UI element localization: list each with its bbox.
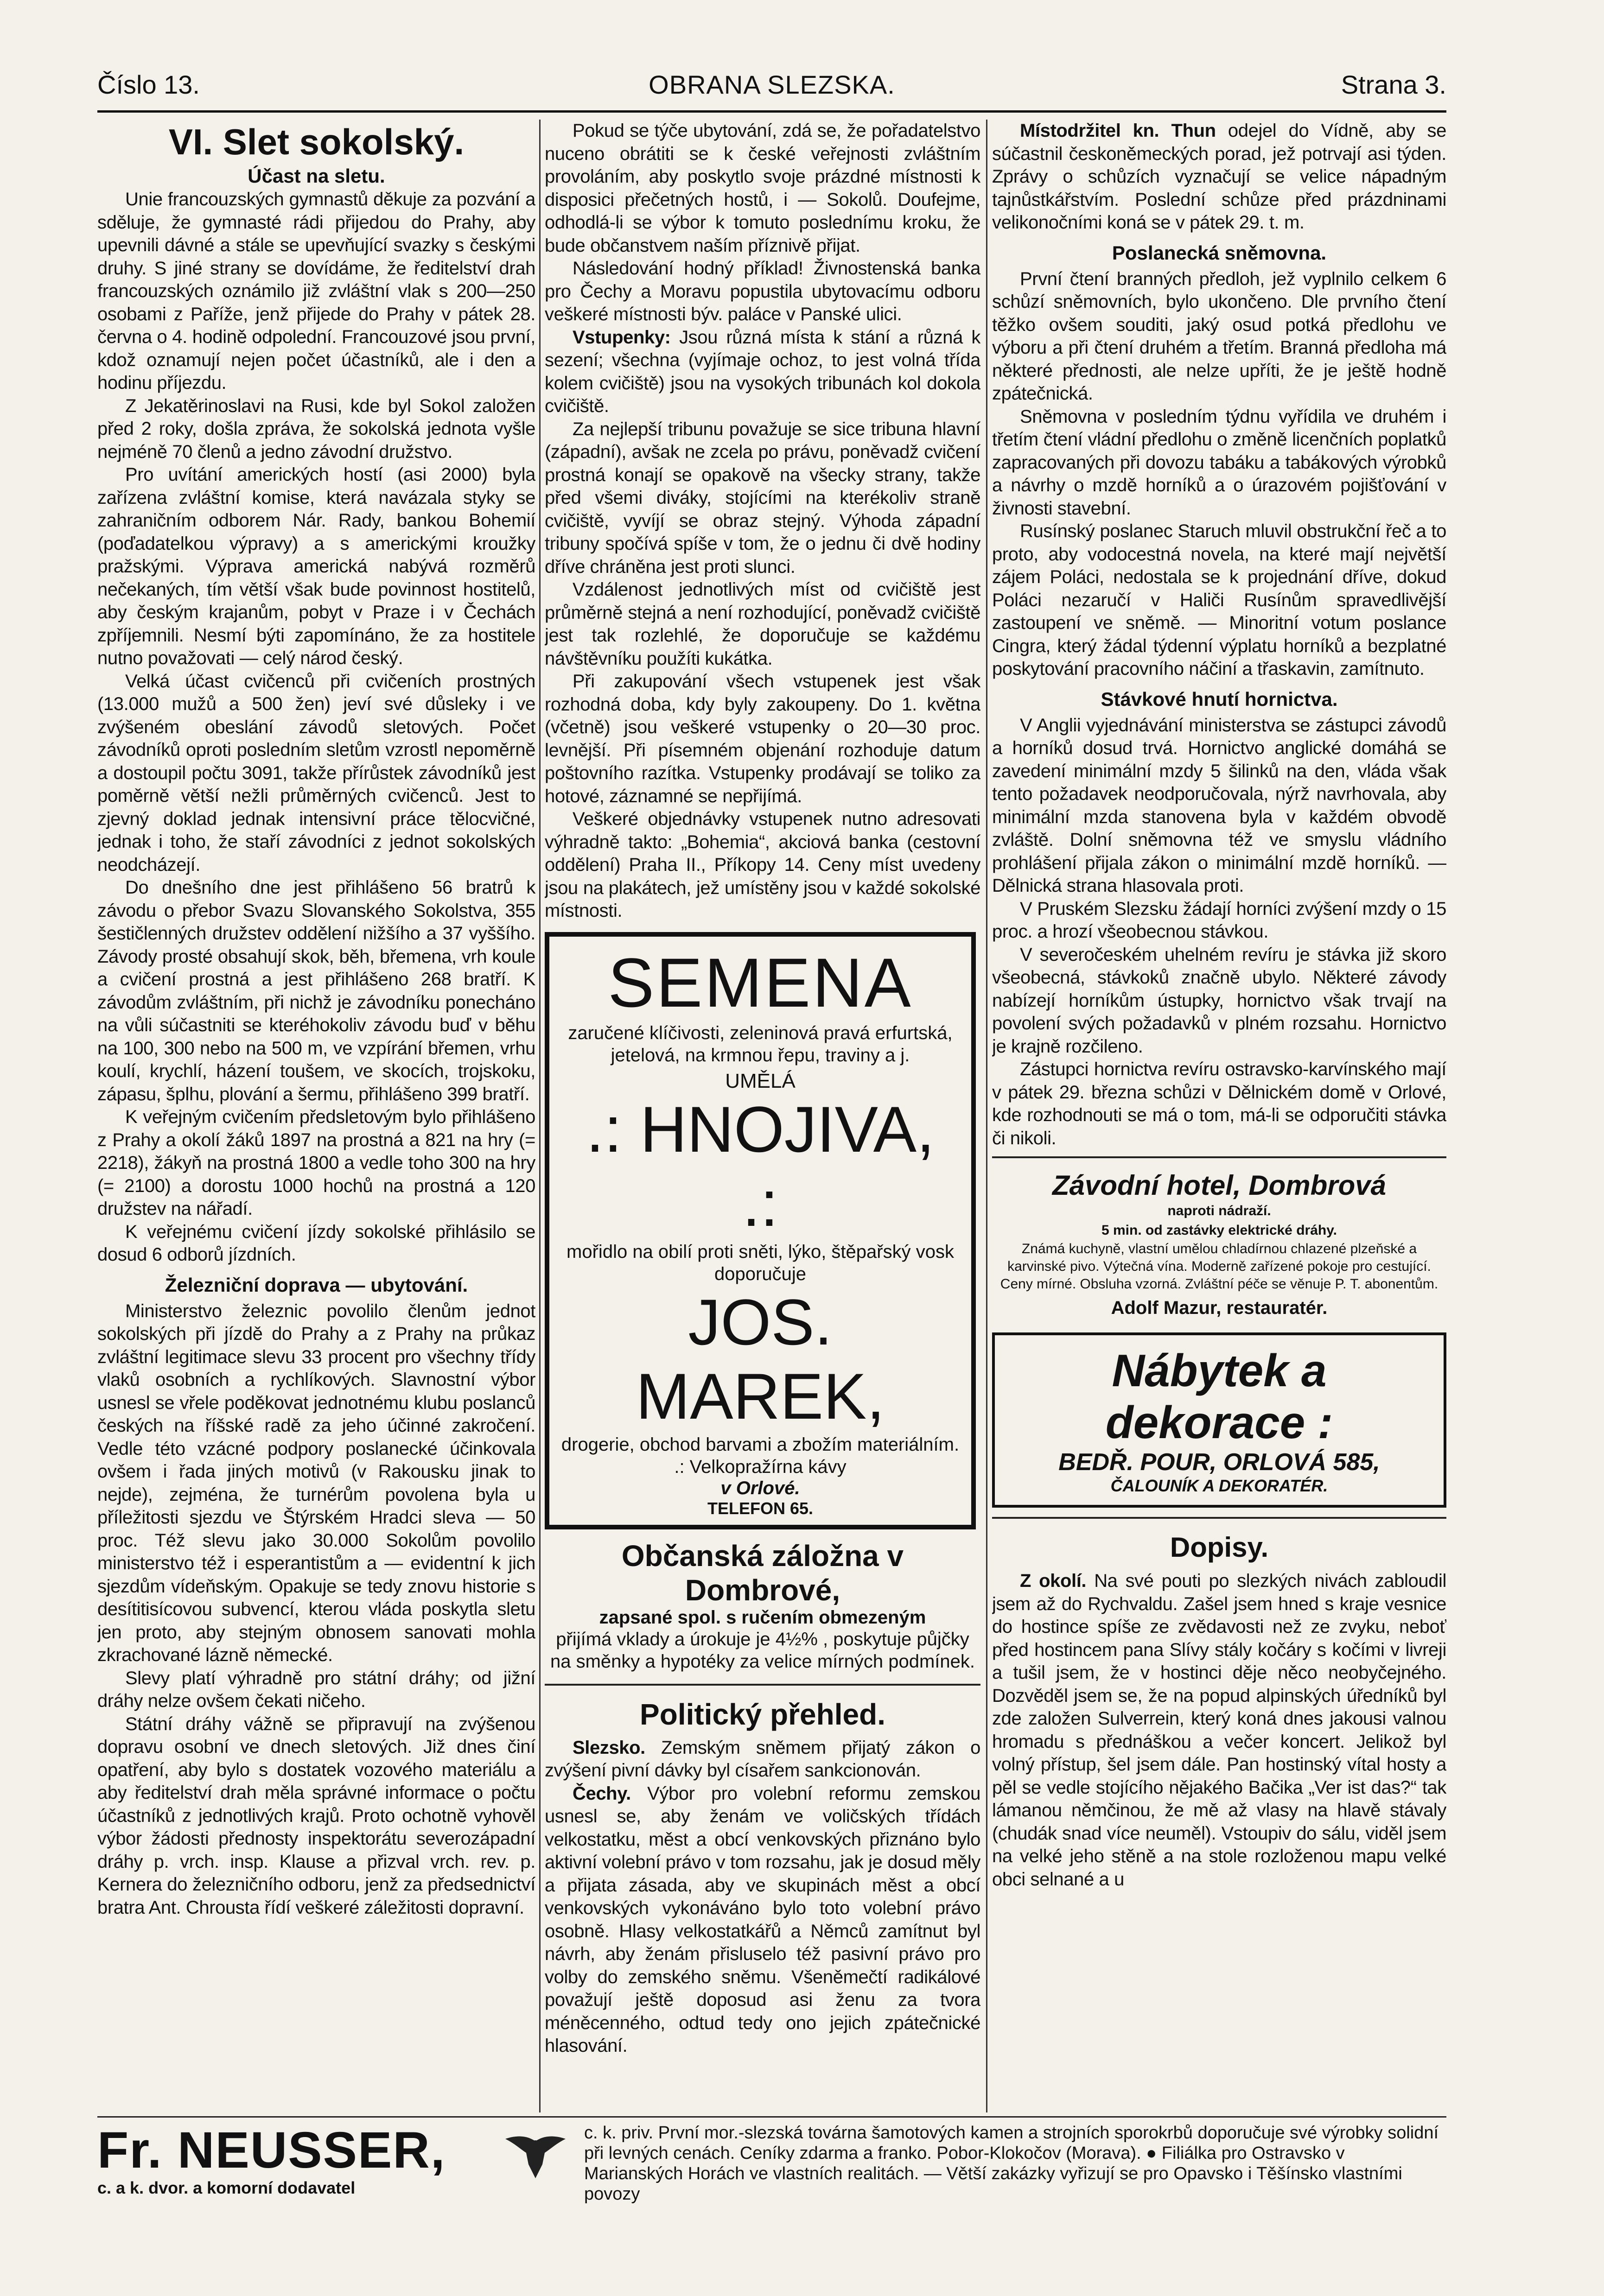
column-3: [992, 120, 1446, 1891]
ad-text: Známá kuchyně, vlastní umělou chladírnou chlazené plzeňské a karvinské pivo. Výtečná vína. Moderně zařízené pokoje pro cestující. Ceny mírné. Obsluha vzorná. Zvláštní péče se věnuje P. T. abonentům.: [1000, 1241, 1439, 1292]
paragraph: V severočeském uhelném revíru je stávka již skoro všeobecná, stávkoků značně ubylo. Některé závody nabízejí horníkům ústupky, hornictvo však trvají na povolení svých požadavků v plném rozsahu. Hornictvo je krajně rozčileno.: [992, 944, 1446, 1057]
bottom-rule: [97, 2116, 1446, 2118]
paragraph: [992, 120, 1446, 235]
paragraph: Zástupci hornictva revíru ostravsko-karvínského mají v pátek 29. března schůzi v Dělnickém domě v Orlové, kde rozhodnouti se má o tom, má-li se odporučiti stávka či nikoli.: [992, 1059, 1446, 1148]
run-in-label: Z okolí.: [1020, 1571, 1087, 1591]
ad-owner: Adolf Mazur, restauratér.: [1111, 1298, 1328, 1318]
paragraph: Veškeré objednávky vstupenek nutno adresovati výhradně takto: „Bohemia“, akciová banka (cestovní oddělení) Praha II., Příkopy 14. Ceny míst uvedeny jsou na plakátech, jež umístěny jsou v každé sokolské místnosti.: [545, 809, 980, 921]
section-title: Politický přehled.: [640, 1697, 885, 1731]
newspaper-title: OBRANA SLEZSKA.: [649, 70, 895, 99]
paragraph: Pokud se týče ubytování, zdá se, že pořadatelstvo nuceno obrátiti se k české veřejnosti zvláštním provoláním, aby poskytlo svoje prázdné místnosti k disposici přečetných hostů, i — Sokolů. Doufejme, odhodlá-li se výbor k tomuto poslednímu kroku, že bude občanstvem naším příznivě přijat.: [545, 121, 980, 256]
eagle-emblem-icon: [501, 2132, 570, 2183]
ad-headline: Nábytek a: [1112, 1345, 1327, 1396]
ad-headline: Občanská záložna v Dombrové,: [621, 1539, 904, 1607]
paragraph: Ministerstvo železnic povolilo členům jednot sokolských při jízdě do Prahy a z Prahy na průkaz zvláštní legitimace slevu 33 procent pro všechny třídy vlaků osobních a rychlíkových. Slavnostní výbor usnesl se vřele poděkovat jednotnému klubu poslanců českých na říšské radě za jeho účinné zakročení. Vedle této vzácné podpory poslanecké účinkovala ovšem i řada jiných motivů (v Rakousku jinak to nejde), zejména, že turnérům povolena byla u příležitosti sjezdu ve Štýrském Hradci sleva — 50 proc. Též slevu jako 30.000 Sokolům povolilo ministerstvo též i esperantistům a — evidentní k jich sjezdům vídeňským. Opakuje se tedy znovu historie s desítitisícovou subvencí, kterou vláda poskytla sletu jen proto, aby stejným obnosem sanovati mohla zkrachované lázně německé.: [97, 1300, 535, 1665]
ad-headline: Závodní hotel, Dombrová: [1052, 1170, 1387, 1201]
ad-text: drogerie, obchod barvami a zbožím materiálním. .: Velkopražírna kávy: [561, 1434, 960, 1477]
paragraph: [545, 1737, 980, 1782]
paragraph: V Pruském Slezsku žádají horníci zvýšení mzdy o 15 proc. a hrozí všeobecnou stávkou.: [992, 898, 1446, 942]
ad-subtitle: zapsané spol. s ručením obmezeným: [599, 1607, 926, 1628]
paragraph: Vzdálenost jednotlivých míst od cvičiště jest průměrně stejná a není rozhodující, poněvadž cvičiště jest tak rozlehlé, že doporučuje se každému návštěvníku použíti kukátka.: [545, 579, 980, 669]
paragraph: V Anglii vyjednávání ministerstva se zástupci závodů a horníků dosud trvá. Hornictvo anglické domáhá se zavedení minimální mzdy 5 šilinků na den, vláda však tento požadavek neodporučovala, nýrž navrhovala, aby minimální mzda stanovena byla v každém obvodě zvláště. Dolní sněmovna též ve smyslu vládního prohlášení přijala zákon o minimální mzdě horníků. — Dělnická strana hlasovala proti.: [992, 715, 1446, 896]
paragraph: První čtení branných předloh, jež vyplnilo celkem 6 schůzí sněmovních, bylo ukončeno. Dle prvního čtení těžko ovšem souditi, jaký osud potká předlohu ve výboru a při čtení druhém a třetím. Branná předloha má některé přednosti, ale nelze upříti, že je ještě hodně zpátečnická.: [992, 268, 1446, 404]
paragraph: Sněmovna v posledním týdnu vyřídila ve druhém i třetím čtení vládní předlohu o změně licenčních poplatků zapracovaných při dovozu tabáku a tabákových výrobků a návrhy o mzdě horníků a o úrazovém pojišťování v živnosti stavební.: [992, 406, 1446, 519]
separator: [992, 1156, 1446, 1158]
paragraph: Velká účast cvičenců při cvičeních prostných (13.000 mužů a 500 žen) jeví své důsleky i ve zvýšeném obeslání závodů sletových. Počet závodníků oproti posledním sletům vzrostl nepoměrně a dostoupil počtu 3091, takže přírůstek závodníků jest poměrně větší nežli průměrných cvičenců. Jest to zjevný doklad jednak intensivní práce tělocvičné, jednak i toho, že staří závodníci z jednot sokolských neodcházejí.: [97, 671, 535, 875]
paragraph: Unie francouzských gymnastů děkuje za pozvání a sděluje, že gymnasté rádi přijedou do Prahy, aby upevnili dávné a stále se upevňující svazky s českými druhy. S jiné strany se dovídáme, že ředitelství drah francouzských oznámilo již zvláštní vlak s 200—250 osobami z Paříže, jenž přijede do Prahy v pátek 28. června o 4. hodině odpolední. Francouzové jsou první, kdož oznamují nejen počet účastníků, ale i den a hodinu příjezdu.: [97, 189, 535, 393]
ad-headline: .: HNOJIVA, .:: [586, 1092, 935, 1240]
bottom-ads: [97, 2122, 1446, 2204]
ad-pour: [992, 1332, 1446, 1508]
paragraph-text: Zemským sněmem přijatý zákon o zvýšení pivní dávky byl císařem sankcionován.: [545, 1737, 980, 1781]
ad-headline: dekorace :: [1105, 1397, 1333, 1448]
run-in-label: Místodržitel kn. Thun: [1020, 121, 1216, 141]
section-title: Poslanecká sněmovna.: [1112, 241, 1327, 264]
section-title: Stávkové hnutí hornictva.: [1101, 688, 1338, 710]
ad-phone: TELEFON 65.: [707, 1498, 814, 1518]
separator: [992, 1517, 1446, 1519]
separator: [545, 1684, 980, 1686]
paragraph-text: Výbor pro volební reformu zemskou usnesl se, aby ženám ve voličských třídách velkostatku, měst a obcí venkovských přiznáno bylo aktivní volební právo v tom rozsahu, jak je dosud měly a přijata zásada, aby ve skupinách měst a obcí venkovských vykonáváno bylo toto volební právo osobně. Hlasy velkostatkářů a Němců zamítnut byl návrh, aby ženám přisluselo též pasivní právo pro volby do zemského sněmu. Všeněmečtí radikálové považují ještě doposud asi ženu za tvora méněcenného, odtud tedy ono jejich zpátečnické hlasování.: [545, 1783, 980, 2056]
paragraph: Do dnešního dne jest přihlášeno 56 bratrů k závodu o přebor Svazu Slovanského Sokolstva, 355 šestičlenných družstev oddělení nižšího a 37 vyššího. Závody prosté obsahují skok, běh, břemena, vrh koule a cvičení prostná a jest přihlášeno 268 bratří. K závodům zvláštním, při nichž je závodníku ponecháno na vůli súčastniti se kteréhokoliv závodu buď v běhu na 100, 300 nebo na 500 m, ve vzpírání břemen, vrhu koulí, krychlí, házení toušem, ve skocích, trojskoku, zápasu, šplhu, plování a šermu, přihlášeno 399 bratří.: [97, 877, 535, 1104]
paragraph: [545, 1782, 980, 2058]
ad-text: UMĚLÁ: [725, 1069, 796, 1092]
ad-text: přijímá vklady a úrokuje je 4½% , poskytuje půjčky na směnky a hypotéky za velice mírných podmínek.: [550, 1629, 975, 1672]
column-1: [97, 120, 535, 2103]
paragraph: [545, 326, 980, 418]
article-subtitle: Účast na sletu.: [248, 165, 385, 187]
ad-subtitle: 5 min. od zastávky elektrické dráhy.: [1101, 1223, 1337, 1238]
ad-hotel: [992, 1165, 1446, 1323]
ad-neusser: [97, 2123, 491, 2198]
section-title: Dopisy.: [1170, 1532, 1269, 1563]
paragraph: K veřejným cvičením předsletovým bylo přihlášeno z Prahy a okolí žáků 1897 na prostná a 821 na hry (= 2218), žákyň na prostná 1800 a vedle toho 300 na hry (= 2100) a dorostu 1000 hochů na prostná a 120 družstev na nářadí.: [97, 1107, 535, 1219]
header-rule: [97, 110, 1446, 113]
ad-semena: [545, 932, 976, 1529]
paragraph-text: Jsou různá místa k stání a různá k sezení; všechna (vyjímaje ochoz, to jest volná třída kolem cvičiště) jsou na vysokých tribunách kol dokola cvičiště.: [545, 327, 980, 416]
run-in-label: Vstupenky:: [573, 327, 671, 348]
paragraph-text: Na své pouti po slezkých nivách zabloudil jsem až do Rychvaldu. Zašel jsem hned s kraje vesnice do hostince spíše ze zvědavosti než ze zvyku, neboť před hostincem pana Slívy stály kočáry s kočími v livreji a tušil jsem, že v hostinci děje něco neobyčejného. Dozvěděl jsem se, že na popud alpinských úředníků byl zde založen Sulverrein, který koná dnes jakousi valnou hromadu s přednáškou a večer koncert. Jelikož byl volný přístup, šel jsem dále. Pan hostinský vítal hosty a pěl se vedle stojícího nějakého Bačika „Ver ist das?“ tak lámanou němčinou, že mě až vlasy na hlavě stávaly (chudák snad více neuměl). Vstoupiv do sálu, viděl jsem na velké jeho stěně a na stole rozloženou mapu velké obci selnané a u: [992, 1571, 1446, 1890]
ad-subtitle: naproti nádraží.: [1167, 1203, 1271, 1218]
page-header: [97, 70, 1446, 107]
ad-zalozna: [545, 1534, 980, 1677]
ad-text: mořidlo na obilí proti sněti, lýko, štěpařský vosk doporučuje: [566, 1241, 954, 1284]
ad-text: zaručené klíčivosti, zeleninová pravá erfurtská, jetelová, na krmnou řepu, traviny a j.: [568, 1022, 953, 1066]
ad-headline: SEMENA: [608, 943, 913, 1021]
ad-subtitle: ČALOUNÍK A DEKORATÉR.: [1110, 1476, 1328, 1495]
column-divider: [539, 120, 541, 2112]
issue-number: Číslo 13.: [97, 70, 200, 99]
paragraph: Rusínský poslanec Staruch mluvil obstrukční řeč a to proto, aby vodocestná novela, na které mají největší zájem Poláci, nedostala se k projednání dříve, dokud Poláci nezaručí v Haliči Rusínům spravedlivější zastoupení ve sněmě. — Minoritní votum poslance Cingra, který žádal týdenní výplatu horníků a bezplatné poskytování pracovního náčiní a třaskavin, zamítnuto.: [992, 521, 1446, 679]
ad-subtitle: c. a k. dvor. a komorní dodavatel: [97, 2178, 356, 2197]
paragraph: Za nejlepší tribunu považuje se sice tribuna hlavní (západní), avšak ne zcela po právu, poněvadž cvičení prostná konají se opakově na všecky strany, takže před všemi diváky, stojícími na kterékoliv straně cvičiště, vyvíjí se obraz stejný. Výhoda západní tribuny spočívá spíše v tom, že o jednu či dvě hodiny dříve chráněna jest proti slunci.: [545, 419, 980, 577]
run-in-label: Slezsko.: [573, 1737, 645, 1758]
paragraph: K veřejnému cvičení jízdy sokolské přihlásilo se dosud 6 odborů jízdních.: [97, 1221, 535, 1265]
column-2: [545, 120, 980, 2058]
ad-town: v Orlové.: [720, 1478, 800, 1498]
ad-kamna: c. k. priv. První mor.-slezská továrna šamotových kamen a strojních sporokrbů doporučuje své výrobky solidní při levných cenách. Ceníky zdarma a franko. Pobor-Klokočov (Morava). ● Filiálka pro Ostravsko v Marianských Horách ve vlastních realitách. — Větší zakázky vyřizují se pro Opavsko i Těšínsko vlastními povozy: [584, 2123, 1439, 2204]
article-title: VI. Slet sokolský.: [168, 121, 465, 162]
paragraph: Státní dráhy vážně se připravují na zvýšenou dopravu osobní ve dnech sletových. Již dnes činí opatření, aby bylo s dostatek vozového materiálu a aby ředitelství drah měla správné informace o počtu účastníků z jednotlivých krajů. Proto ochotně vyhověl výbor žádosti přednosty inspektorátu severozápadní dráhy p. vrch. insp. Klause a přizval vrch. rev. p. Kernera do železničního odboru, jenž za předsednictví bratra Ant. Chrousta řídí veškeré záležitosti dopravní.: [97, 1713, 535, 1918]
section-subtitle: Železniční doprava — ubytování.: [165, 1274, 468, 1296]
paragraph-text: odejel do Vídně, aby se súčastnil českoněmeckých porad, jež potrvají asi týden. Zprávy o schůzích vyznačují se velice nápadným tajnůstkářstvím. Poslední schůze před prázdninami velikonočními koná se v pátek 29. t. m.: [992, 121, 1446, 233]
paragraph: Pro uvítání amerických hostí (asi 2000) byla zařízena zvláštní komise, která navázala styky se zahraničním odborem Nár. Rady, bankou Bohemií (poďadatelkou výpravy) a s americkými kroužky pražskými. Výprava americká nabývá rozměrů nečekaných, tím větší však bude povinnost hostitelů, aby českým krajanům, pobyt v Praze i v Čechách zpříjemnili. Nesmí býti zapomínáno, že za hostitele nutno považovati — celý národ český.: [97, 464, 535, 668]
page-number: Strana 3.: [1341, 70, 1446, 99]
paragraph: Při zakupování všech vstupenek jest však rozhodná doba, kdy byly zakoupeny. Do 1. května (včetně) jsou veškeré vstupenky o 20—30 proc. levnější. Při písemném objenání rozhoduje datum poštovního razítka. Vstupenky prodávají se toliko za hotové, záznamné se nepřijímá.: [545, 671, 980, 806]
paragraph: Z Jekatěrinoslavi na Rusi, kde byl Sokol založen před 2 roky, došla zpráva, že sokolská jednota vyšle nejméně 70 členů a jedno závodní družstvo.: [97, 395, 535, 462]
ad-headline: Fr. NEUSSER,: [97, 2122, 446, 2179]
column-divider: [986, 120, 987, 2112]
ad-company-name: JOS. MAREK,: [636, 1285, 885, 1433]
paragraph: Následování hodný příklad! Živnostenská banka pro Čechy a Moravu popustila ubytovacímu odboru veškeré místnosti býv. paláce v Panské ulici.: [545, 258, 980, 324]
paragraph: Slevy platí výhradně pro státní dráhy; od jižní dráhy nelze ovšem čekati ničeho.: [97, 1668, 535, 1711]
paragraph: [992, 1570, 1446, 1891]
ad-company-name: BEDŘ. POUR, ORLOVÁ 585,: [1058, 1449, 1380, 1476]
run-in-label: Čechy.: [573, 1783, 631, 1804]
